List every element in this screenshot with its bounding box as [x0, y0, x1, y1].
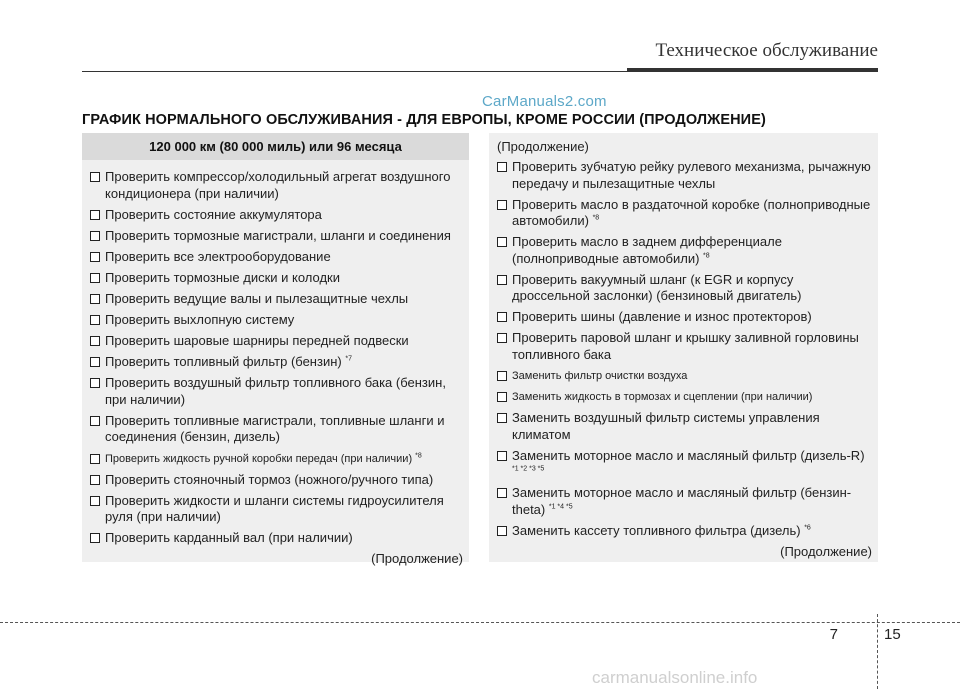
checklist-item: [489, 485, 878, 518]
checklist-item-text: Проверить паровой шланг и крышку заливной горловины топливного бака: [512, 330, 859, 362]
checkbox-square-icon: [90, 416, 100, 426]
checklist-item: [489, 234, 878, 267]
checkbox-square-icon: [497, 488, 507, 498]
checkbox-square-icon: [90, 315, 100, 325]
checkbox-square-icon: [90, 172, 100, 182]
checklist-item-text: Проверить жидкости и шланги системы гидроусилителя руля (при наличии): [105, 492, 444, 525]
checklist-item: [489, 368, 878, 385]
footnote-ref: *1 *4 *5: [548, 503, 573, 511]
checklist-item-text: Проверить масло в раздаточной коробке (полноприводные автомобили): [512, 196, 871, 229]
checkbox-square-icon: [497, 333, 507, 343]
checklist-item-text: Проверить жидкость ручной коробки передач (при наличии): [105, 452, 416, 465]
checklist-item-text: Заменить моторное масло и масляный фильтр (бензин-theta): [512, 485, 852, 517]
checklist-item: [489, 410, 878, 443]
checklist-item: [82, 169, 469, 202]
checkbox-square-icon: [90, 357, 100, 367]
header-rule-accent: [627, 68, 878, 72]
checklist-item-text: Проверить вакуумный шланг (к EGR и корпусу дроссельной заслонки) (бензиновый двигатель): [512, 271, 802, 304]
right-checklist: [489, 159, 878, 540]
checklist-item-text: Проверить шины (давление и износ протекторов): [512, 309, 812, 325]
checklist-item-text: Заменить воздушный фильтр системы управления климатом: [512, 410, 820, 442]
checklist-item-text: Проверить выхлопную систему: [105, 312, 295, 328]
checklist-item: [489, 448, 878, 481]
checklist-item-text: Проверить топливные магистрали, топливные шланги и соединения (бензин, дизель): [105, 412, 445, 445]
continued-label: (Продолжение): [371, 551, 463, 567]
footer-rule: [0, 622, 960, 623]
checklist-item-text: Заменить кассету топливного фильтра (дизель): [512, 523, 805, 539]
checkbox-square-icon: [497, 162, 507, 172]
checklist-item-text: Проверить состояние аккумулятора: [105, 206, 322, 222]
right-column: [489, 133, 878, 562]
checkbox-square-icon: [90, 336, 100, 346]
section-title: ГРАФИК НОРМАЛЬНОГО ОБСЛУЖИВАНИЯ - ДЛЯ ЕВРОПЫ, КРОМЕ РОССИИ (ПРОДОЛЖЕНИЕ): [82, 112, 766, 128]
left-checklist: [82, 160, 469, 547]
checkbox-square-icon: [90, 231, 100, 241]
checkbox-square-icon: [90, 273, 100, 283]
checklist-item: [82, 354, 469, 371]
checklist-item: [82, 530, 469, 547]
checkbox-square-icon: [90, 294, 100, 304]
checklist-item: [82, 451, 469, 468]
checklist-item-text: Проверить компрессор/холодильный агрегат воздушного кондиционера (при наличии): [105, 169, 451, 201]
checklist-item: [489, 159, 878, 192]
checklist-item: [489, 330, 878, 363]
checklist-item-text: Проверить воздушный фильтр топливного бака (бензин, при наличии): [105, 375, 446, 407]
checklist-item-text: Проверить зубчатую рейку рулевого механизма, рычажную передачу и пылезащитные чехлы: [512, 159, 871, 191]
checklist-item-text: Проверить тормозные диски и колодки: [105, 269, 341, 285]
footer-divider: [877, 614, 878, 689]
header-rule: [82, 71, 627, 72]
checklist-item: [82, 413, 469, 446]
checkbox-square-icon: [90, 533, 100, 543]
page-number-value: 15: [884, 626, 901, 643]
checklist-item-text: Проверить масло в заднем дифференциале (полноприводные автомобили): [512, 234, 782, 266]
footnote-ref: *6: [804, 524, 811, 532]
checklist-item: [82, 333, 469, 350]
checklist-item-text: Проверить карданный вал (при наличии): [105, 530, 353, 546]
continued-top-label: (Продолжение): [497, 139, 589, 154]
checkbox-square-icon: [497, 392, 507, 402]
checklist-item: [82, 291, 469, 308]
checklist-item: [489, 309, 878, 326]
checkbox-square-icon: [90, 454, 100, 464]
chapter-number: 7: [829, 626, 838, 643]
checkbox-square-icon: [497, 371, 507, 381]
checkbox-square-icon: [90, 475, 100, 485]
checklist-item-text: Проверить ведущие валы и пылезащитные чехлы: [105, 290, 409, 306]
checkbox-square-icon: [497, 526, 507, 536]
checklist-item: [82, 207, 469, 224]
checkbox-square-icon: [497, 312, 507, 322]
checkbox-square-icon: [90, 496, 100, 506]
checklist-item-text: Заменить фильтр очистки воздуха: [512, 370, 688, 383]
checkbox-square-icon: [90, 210, 100, 220]
checklist-item: [82, 493, 469, 526]
checkbox-square-icon: [497, 275, 507, 285]
checklist-item: [489, 523, 878, 540]
checklist-item-text: Проверить все электрооборудование: [105, 248, 331, 264]
checklist-item: [82, 472, 469, 489]
checklist-item: [489, 389, 878, 406]
watermark-top: CarManuals2.com: [482, 93, 607, 110]
checkbox-square-icon: [497, 451, 507, 461]
checklist-item-text: Заменить жидкость в тормозах и сцеплении (при наличии): [512, 391, 813, 404]
left-column: [82, 133, 469, 567]
checklist-item: [489, 272, 878, 305]
checklist-item: [82, 228, 469, 245]
watermark-bottom: carmanualsonline.info: [592, 668, 758, 687]
checklist-item: [82, 270, 469, 287]
checklist-item: [82, 375, 469, 408]
checkbox-square-icon: [90, 378, 100, 388]
checklist-item: [82, 312, 469, 329]
checklist-item-text: Проверить стояночный тормоз (ножного/ручного типа): [105, 471, 434, 487]
page-header-title: Техническое обслуживание: [655, 40, 878, 61]
checklist-item: [82, 249, 469, 266]
footnote-ref: *8: [592, 214, 600, 222]
checklist-item: [489, 197, 878, 230]
checklist-item-text: Заменить моторное масло и масляный фильтр (дизель-R): [512, 447, 865, 463]
footnote-ref: *8: [703, 252, 710, 260]
interval-heading: 120 000 км (80 000 миль) или 96 месяца: [82, 133, 469, 160]
continued-label: (Продолжение): [780, 544, 872, 560]
checklist-item-text: Проверить шаровые шарниры передней подвески: [105, 333, 409, 349]
checklist-item-text: Проверить топливный фильтр (бензин): [105, 354, 346, 370]
footnote-ref: *1 *2 *3 *5: [512, 466, 545, 474]
footnote-ref: *7: [345, 355, 352, 363]
footnote-ref: *8: [415, 451, 422, 459]
checkbox-square-icon: [497, 237, 507, 247]
checkbox-square-icon: [90, 252, 100, 262]
checkbox-square-icon: [497, 413, 507, 423]
checkbox-square-icon: [497, 200, 507, 210]
checklist-item-text: Проверить тормозные магистрали, шланги и соединения: [105, 227, 451, 243]
